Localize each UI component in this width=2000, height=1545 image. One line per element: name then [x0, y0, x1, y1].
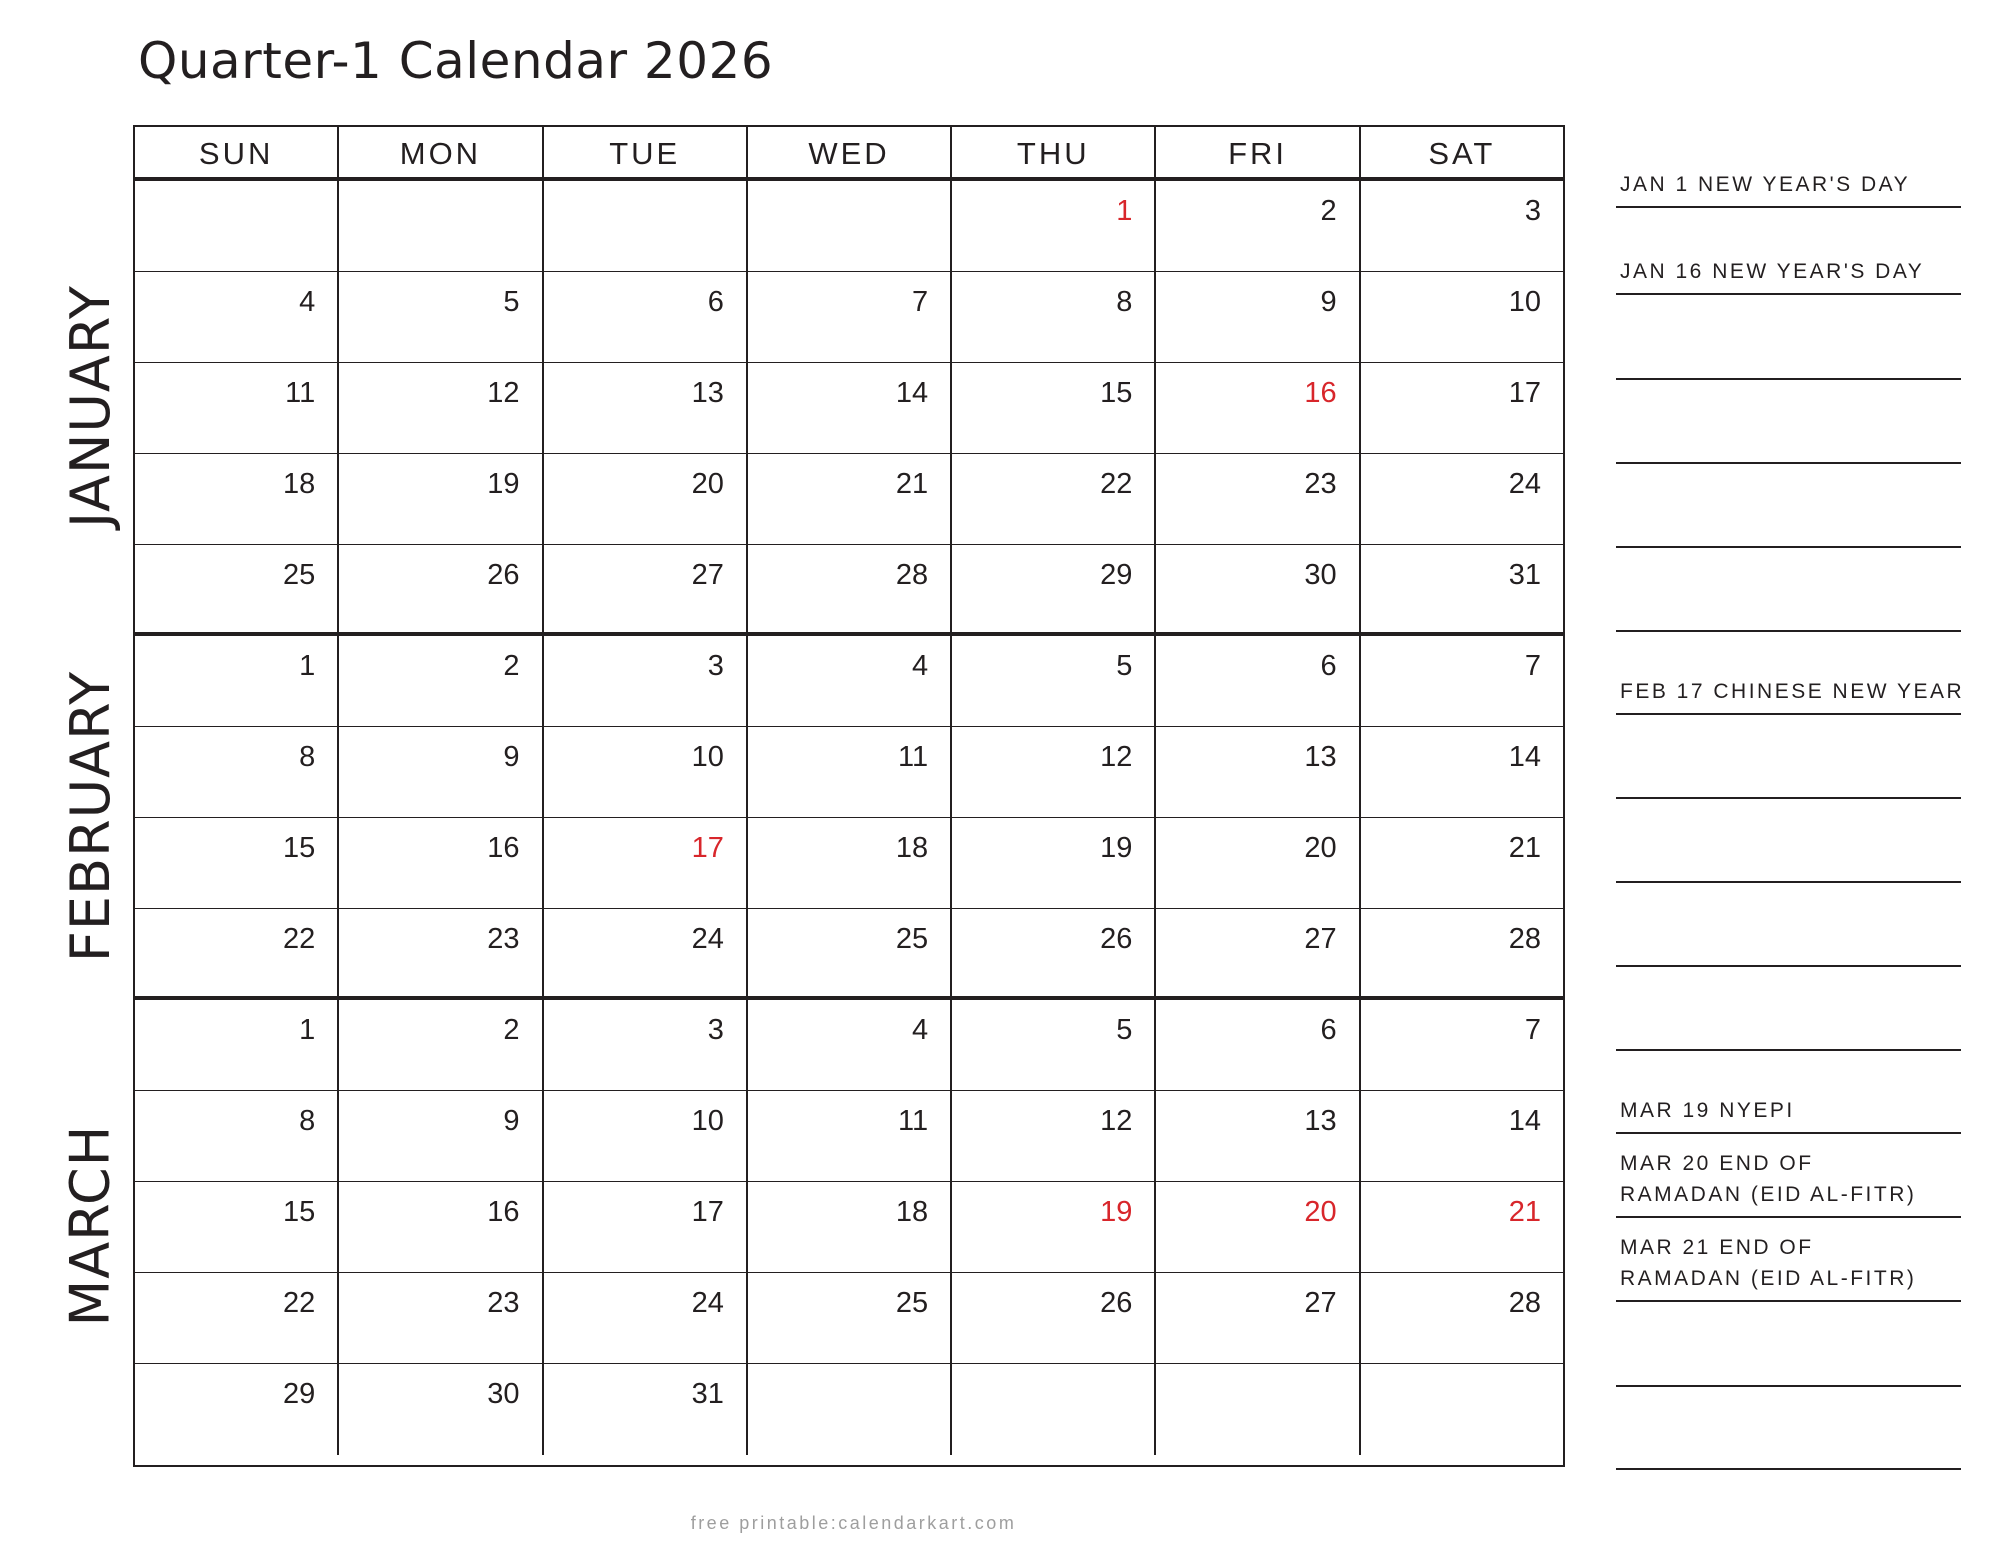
week-row — [135, 1091, 1563, 1182]
day-cell[interactable] — [544, 181, 748, 271]
day-cell[interactable] — [952, 1091, 1156, 1181]
day-cell[interactable] — [1156, 1000, 1360, 1090]
holiday-note: JAN 16 NEW YEAR'S DAY — [1620, 260, 1925, 283]
day-cell[interactable] — [135, 636, 339, 726]
day-cell[interactable] — [748, 909, 952, 996]
day-cell[interactable] — [135, 1273, 339, 1363]
day-cell[interactable] — [1361, 363, 1563, 453]
date-number: 26 — [487, 559, 520, 591]
date-number: 23 — [1304, 468, 1337, 500]
date-number: 9 — [503, 1105, 520, 1137]
date-number: 12 — [1100, 1105, 1133, 1137]
day-cell[interactable] — [1156, 1273, 1360, 1363]
note-line[interactable] — [1616, 1385, 1961, 1387]
day-cell[interactable] — [339, 818, 543, 908]
date-number: 10 — [691, 741, 724, 773]
date-number: 8 — [299, 1105, 316, 1137]
date-number: 27 — [1304, 923, 1337, 955]
weekday-sat: SAT — [1428, 136, 1496, 171]
date-number: 30 — [1304, 559, 1337, 591]
date-number: 22 — [1100, 468, 1133, 500]
holiday-date-number: 20 — [1304, 1196, 1337, 1228]
day-cell[interactable] — [952, 818, 1156, 908]
day-cell[interactable] — [339, 1182, 543, 1272]
date-number: 6 — [707, 286, 724, 318]
note-line[interactable] — [1616, 630, 1961, 632]
day-cell[interactable] — [748, 363, 952, 453]
week-row — [135, 909, 1563, 1000]
day-cell[interactable] — [1361, 909, 1563, 996]
day-cell[interactable] — [339, 727, 543, 817]
day-cell[interactable] — [1156, 1364, 1360, 1455]
date-number: 10 — [1508, 286, 1541, 318]
note-line[interactable] — [1616, 797, 1961, 799]
holiday-notes — [1616, 125, 1965, 1475]
date-number: 7 — [911, 286, 929, 318]
date-number: 31 — [1508, 559, 1541, 591]
day-cell[interactable] — [748, 545, 952, 632]
day-cell[interactable] — [1361, 1273, 1563, 1363]
note-line[interactable] — [1616, 1132, 1961, 1134]
holiday-date-number: 1 — [1116, 195, 1133, 227]
day-cell[interactable] — [1156, 727, 1360, 817]
day-cell[interactable] — [135, 1000, 339, 1090]
weekday-fri: FRI — [1156, 127, 1360, 177]
note-line[interactable] — [1616, 713, 1961, 715]
date-number: 13 — [691, 377, 724, 409]
month-label-february: FEBRUARY — [58, 670, 122, 962]
day-cell[interactable] — [1156, 454, 1360, 544]
day-cell[interactable] — [952, 636, 1156, 726]
day-cell[interactable] — [544, 636, 748, 726]
calendar-grid — [133, 125, 1565, 1467]
date-number: 25 — [283, 559, 316, 591]
day-cell[interactable] — [544, 1182, 748, 1272]
day-cell[interactable] — [1361, 1091, 1563, 1181]
date-number: 11 — [285, 377, 316, 409]
day-cell[interactable] — [1156, 818, 1360, 908]
date-number: 25 — [895, 1287, 929, 1319]
day-cell[interactable] — [952, 181, 1156, 271]
day-cell[interactable] — [544, 909, 748, 996]
day-cell[interactable] — [339, 181, 543, 271]
day-cell[interactable] — [544, 363, 748, 453]
day-cell[interactable] — [1361, 818, 1563, 908]
day-cell[interactable] — [135, 727, 339, 817]
day-cell[interactable] — [544, 727, 748, 817]
holiday-note: FEB 17 CHINESE NEW YEAR — [1620, 680, 1965, 703]
date-number: 5 — [1116, 1014, 1133, 1046]
note-line[interactable] — [1616, 206, 1961, 208]
holiday-date-number: 19 — [1100, 1196, 1133, 1228]
date-number: 24 — [691, 1287, 724, 1319]
day-cell[interactable] — [339, 1364, 543, 1455]
day-cell[interactable] — [1156, 1182, 1360, 1272]
date-number: 27 — [1304, 1287, 1337, 1319]
date-number: 24 — [1508, 468, 1541, 500]
note-line[interactable] — [1616, 965, 1961, 967]
day-cell[interactable] — [339, 1000, 543, 1090]
date-number: 14 — [1508, 1105, 1541, 1137]
day-cell[interactable] — [1361, 636, 1563, 726]
week-row — [135, 363, 1563, 454]
day-cell[interactable] — [952, 727, 1156, 817]
note-line[interactable] — [1616, 546, 1961, 548]
day-cell[interactable] — [339, 1273, 543, 1363]
note-line[interactable] — [1616, 1300, 1961, 1302]
date-number: 3 — [707, 650, 724, 682]
date-number: 21 — [895, 468, 929, 500]
date-number: 6 — [1320, 650, 1337, 682]
day-cell[interactable] — [544, 1091, 748, 1181]
holiday-note: MAR 21 END OF RAMADAN (EID AL-FITR) — [1620, 1236, 1917, 1290]
weekday-mon: MON — [339, 127, 543, 177]
day-cell[interactable] — [544, 818, 748, 908]
day-cell[interactable] — [1156, 181, 1360, 271]
day-cell[interactable] — [1361, 454, 1563, 544]
date-number: 17 — [691, 1196, 724, 1228]
day-cell[interactable] — [544, 272, 748, 362]
date-number: 22 — [283, 923, 316, 955]
day-cell[interactable] — [544, 545, 748, 632]
day-cell[interactable] — [748, 818, 952, 908]
day-cell[interactable] — [748, 727, 952, 817]
date-number: 3 — [707, 1014, 724, 1046]
date-number: 12 — [1100, 741, 1133, 773]
day-cell[interactable] — [748, 1182, 952, 1272]
day-cell[interactable] — [748, 1091, 952, 1181]
day-cell[interactable] — [748, 181, 952, 271]
date-number: 11 — [898, 741, 929, 773]
date-number: 8 — [1116, 286, 1133, 318]
week-row — [135, 1000, 1563, 1091]
weekday-thu: THU — [952, 127, 1156, 177]
date-number: 19 — [487, 468, 520, 500]
date-number: 20 — [1304, 832, 1337, 864]
date-number: 26 — [1100, 1287, 1133, 1319]
week-row — [135, 727, 1563, 818]
weekday-sun: SUN — [135, 127, 339, 177]
day-cell[interactable] — [339, 454, 543, 544]
note-line[interactable] — [1616, 1468, 1961, 1470]
date-number: 16 — [487, 832, 520, 864]
day-cell[interactable] — [1156, 363, 1360, 453]
weekday-tue: TUE — [544, 127, 748, 177]
day-cell[interactable] — [135, 1364, 339, 1455]
day-cell[interactable] — [952, 1273, 1156, 1363]
page-title: Quarter-1 Calendar 2026 — [138, 32, 774, 90]
date-number: 1 — [299, 1014, 316, 1046]
date-number: 23 — [487, 1287, 520, 1319]
day-cell[interactable] — [135, 454, 339, 544]
date-number: 11 — [898, 1105, 929, 1137]
date-number: 18 — [283, 468, 316, 500]
date-number: 25 — [895, 923, 929, 955]
date-number: 6 — [1320, 1014, 1337, 1046]
date-number: 2 — [1320, 195, 1337, 227]
date-number: 29 — [283, 1378, 316, 1410]
day-cell[interactable] — [952, 909, 1156, 996]
day-cell[interactable] — [1361, 545, 1563, 632]
week-row — [135, 181, 1563, 272]
note-line[interactable] — [1616, 1049, 1961, 1051]
date-number: 12 — [487, 377, 520, 409]
date-number: 15 — [283, 832, 316, 864]
date-number: 13 — [1304, 741, 1337, 773]
date-number: 5 — [1116, 650, 1133, 682]
week-row — [135, 1273, 1563, 1364]
note-line[interactable] — [1616, 293, 1961, 295]
week-row — [135, 454, 1563, 545]
month-label-march: MARCH — [58, 1124, 122, 1327]
day-cell[interactable] — [1361, 181, 1563, 271]
footer-credit: free printable:calendarkart.com — [690, 1513, 1017, 1533]
day-cell[interactable] — [1361, 1182, 1563, 1272]
date-number: 23 — [487, 923, 520, 955]
date-number: 26 — [1100, 923, 1133, 955]
day-cell[interactable] — [748, 454, 952, 544]
date-number: 1 — [299, 650, 316, 682]
holiday-note: JAN 1 NEW YEAR'S DAY — [1620, 173, 1911, 196]
holiday-note: MAR 19 NYEPI — [1620, 1099, 1795, 1122]
date-number: 27 — [691, 559, 724, 591]
week-row — [135, 1182, 1563, 1273]
date-number: 31 — [691, 1378, 724, 1410]
week-row — [135, 1364, 1563, 1455]
note-line[interactable] — [1616, 1216, 1961, 1218]
day-cell[interactable] — [952, 545, 1156, 632]
week-row — [135, 272, 1563, 363]
day-cell[interactable] — [1361, 1000, 1563, 1090]
day-cell[interactable] — [1361, 727, 1563, 817]
date-number: 22 — [283, 1287, 316, 1319]
day-cell[interactable] — [339, 272, 543, 362]
day-cell[interactable] — [544, 1364, 748, 1455]
day-cell[interactable] — [1156, 272, 1360, 362]
holiday-date-number: 17 — [691, 832, 724, 864]
day-cell[interactable] — [135, 272, 339, 362]
date-number: 15 — [1100, 377, 1133, 409]
month-label-january: JANUARY — [58, 285, 122, 528]
week-row — [135, 636, 1563, 727]
day-cell[interactable] — [339, 545, 543, 632]
date-number: 8 — [299, 741, 316, 773]
day-cell[interactable] — [1156, 636, 1360, 726]
holiday-date-number: 21 — [1508, 1196, 1541, 1228]
weekday-wed: WED — [748, 127, 952, 177]
day-cell[interactable] — [952, 272, 1156, 362]
day-cell[interactable] — [339, 909, 543, 996]
day-cell[interactable] — [135, 363, 339, 453]
date-number: 30 — [487, 1378, 520, 1410]
date-number: 19 — [1100, 832, 1133, 864]
week-row — [135, 818, 1563, 909]
date-number: 28 — [895, 559, 929, 591]
day-cell[interactable] — [544, 1000, 748, 1090]
holiday-date-number: 16 — [1304, 377, 1337, 409]
day-cell[interactable] — [748, 1273, 952, 1363]
weekday-header — [135, 127, 1563, 181]
day-cell[interactable] — [135, 1091, 339, 1181]
date-number: 28 — [1508, 923, 1541, 955]
date-number: 18 — [895, 1196, 929, 1228]
day-cell[interactable] — [544, 1273, 748, 1363]
date-number: 29 — [1100, 559, 1133, 591]
holiday-note: MAR 20 END OF RAMADAN (EID AL-FITR) — [1620, 1152, 1917, 1206]
date-number: 17 — [1508, 377, 1541, 409]
day-cell[interactable] — [952, 1182, 1156, 1272]
day-cell[interactable] — [339, 1091, 543, 1181]
date-number: 9 — [503, 741, 520, 773]
date-number: 2 — [503, 1014, 520, 1046]
date-number: 4 — [911, 650, 929, 682]
date-number: 18 — [895, 832, 929, 864]
day-cell[interactable] — [135, 181, 339, 271]
day-cell[interactable] — [952, 454, 1156, 544]
day-cell[interactable] — [748, 1000, 952, 1090]
day-cell[interactable] — [1156, 909, 1360, 996]
day-cell[interactable] — [339, 363, 543, 453]
note-line[interactable] — [1616, 462, 1961, 464]
day-cell[interactable] — [748, 636, 952, 726]
date-number: 20 — [691, 468, 724, 500]
day-cell[interactable] — [952, 363, 1156, 453]
day-cell[interactable] — [748, 1364, 952, 1455]
date-number: 5 — [503, 286, 520, 318]
date-number: 4 — [299, 286, 316, 318]
date-number: 10 — [691, 1105, 724, 1137]
date-number: 3 — [1524, 195, 1541, 227]
date-number: 21 — [1508, 832, 1541, 864]
date-number: 7 — [1524, 650, 1541, 682]
day-cell[interactable] — [135, 909, 339, 996]
day-cell[interactable] — [135, 1182, 339, 1272]
date-number: 24 — [691, 923, 724, 955]
date-number: 9 — [1320, 286, 1337, 318]
day-cell[interactable] — [1361, 1364, 1563, 1455]
day-cell[interactable] — [135, 818, 339, 908]
date-number: 2 — [503, 650, 520, 682]
note-line[interactable] — [1616, 378, 1961, 380]
day-cell[interactable] — [1156, 545, 1360, 632]
day-cell[interactable] — [748, 272, 952, 362]
date-number: 4 — [911, 1014, 929, 1046]
day-cell[interactable] — [1156, 1091, 1360, 1181]
note-line[interactable] — [1616, 881, 1961, 883]
date-number: 13 — [1304, 1105, 1337, 1137]
date-number: 14 — [895, 377, 929, 409]
day-cell[interactable] — [544, 454, 748, 544]
day-cell[interactable] — [1361, 272, 1563, 362]
date-number: 28 — [1508, 1287, 1541, 1319]
date-number: 14 — [1508, 741, 1541, 773]
day-cell[interactable] — [339, 636, 543, 726]
week-row — [135, 545, 1563, 636]
day-cell[interactable] — [952, 1364, 1156, 1455]
day-cell[interactable] — [135, 545, 339, 632]
date-number: 7 — [1524, 1014, 1541, 1046]
day-cell[interactable] — [952, 1000, 1156, 1090]
date-number: 15 — [283, 1196, 316, 1228]
date-number: 16 — [487, 1196, 520, 1228]
